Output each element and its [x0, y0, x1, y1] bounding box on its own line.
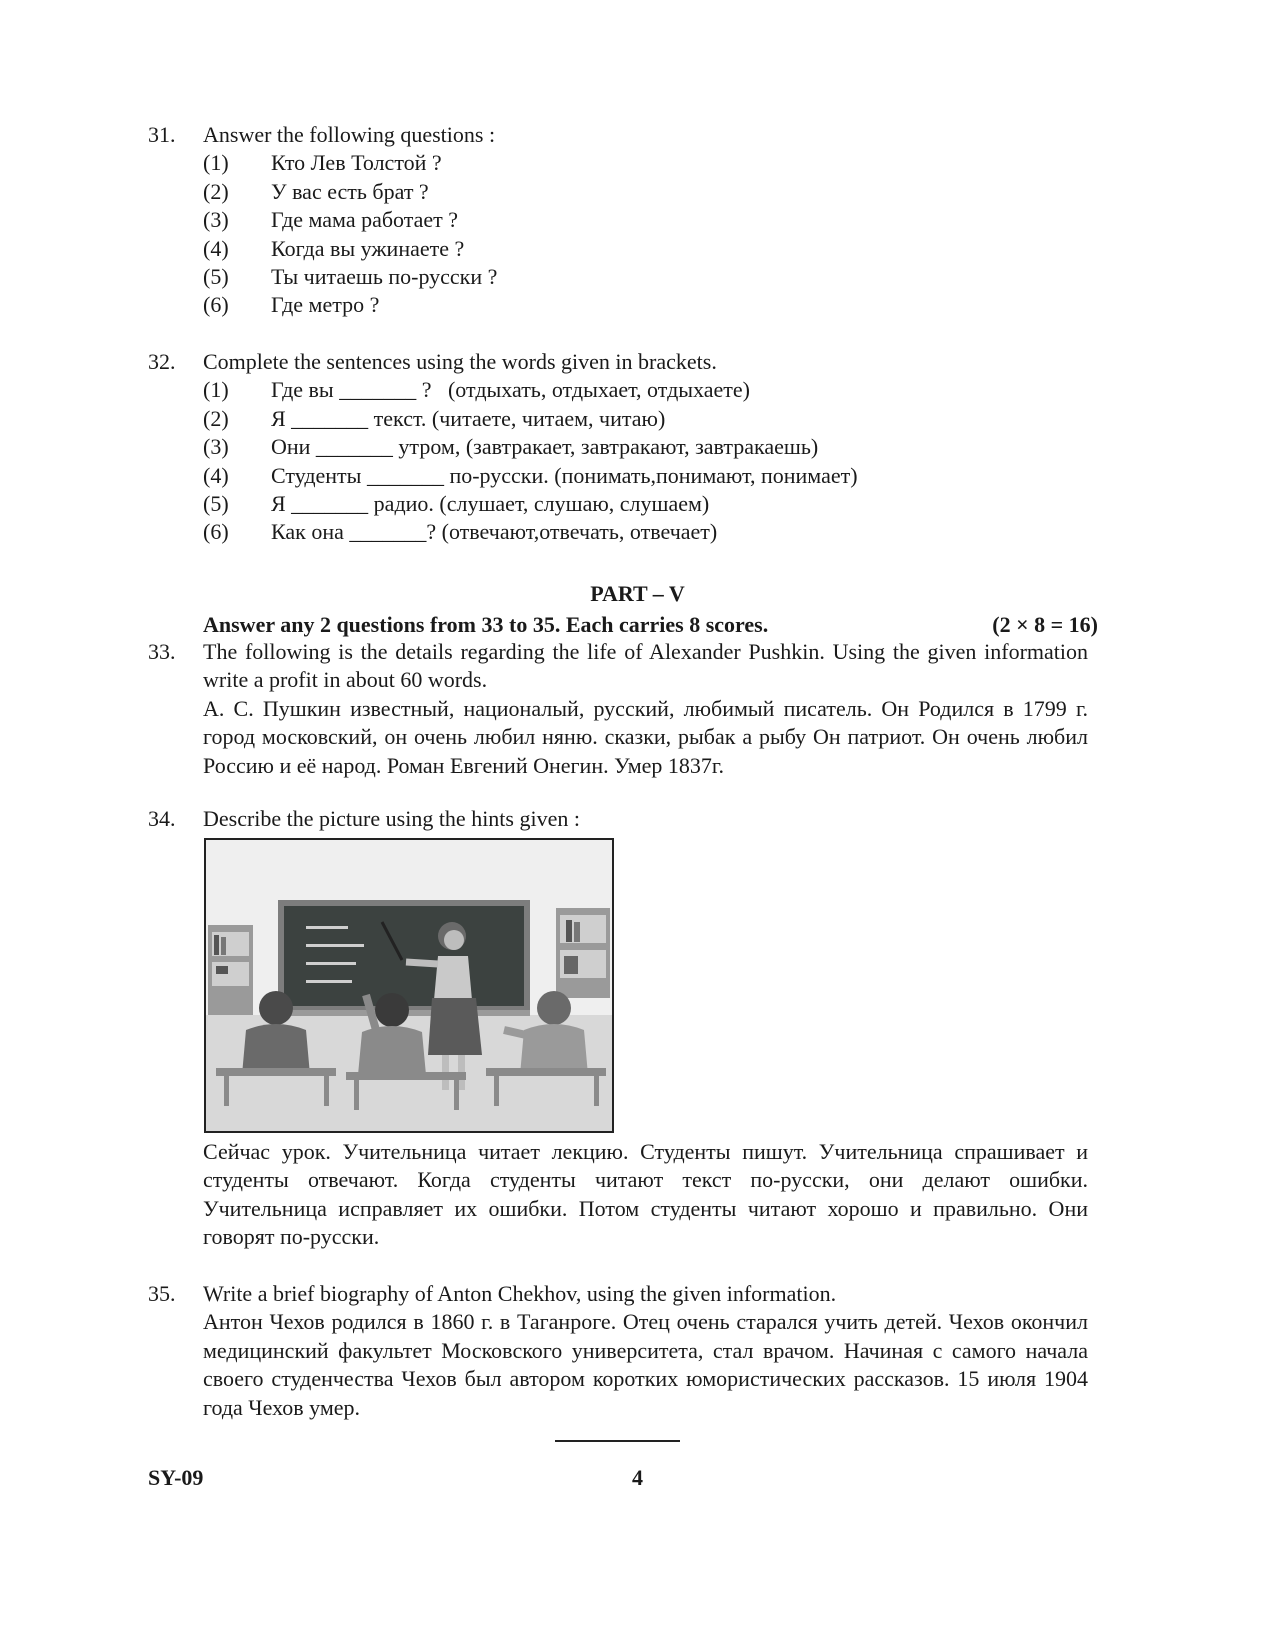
list-item: (1) Кто Лев Толстой ? [203, 150, 442, 176]
question-text: Сейчас урок. Учительница читает лекцию. Студенты пишут. Учительница спрашивает и студенты отвечают. Когда студенты читают текст по-русски, они делают ошибки. Учительница исправляет их ошибки. Потом студенты читают хорошо и правильно. Они говорят по-русски. [203, 1139, 1088, 1250]
question-text: А. С. Пушкин известный, националый, русский, любимый писатель. Он Родился в 1799 г. город московский, он очень любил няню. сказки, рыбак а рыбу Он патриот. Он очень любил Россию и её народ. Роман Евгений Онегин. Умер 1837г. [203, 695, 1088, 778]
question-number: 35. [148, 1281, 176, 1306]
list-item: (5) Я _______ радио. (слушает, слушаю, слушаем) [203, 491, 710, 517]
question-31 [148, 121, 1088, 320]
part-instruction [203, 612, 1098, 638]
question-prompt: Describe the picture using the hints given : [203, 806, 580, 831]
question-32 [148, 348, 1088, 547]
list-item: (6) Где метро ? [203, 292, 380, 318]
question-prompt: Write a brief biography of Anton Chekhov, using the given information. [203, 1281, 837, 1306]
list-item: (3) Где мама работает ? [203, 207, 459, 233]
question-prompt: Complete the sentences using the words given in brackets. [203, 349, 717, 374]
page-number: 4 [632, 1465, 643, 1490]
question-text: Антон Чехов родился в 1860 г. в Таганроге. Отец очень старался учить детей. Чехов окончил медицинский факультет Московского университета, стал врачом. Начиная с самого начала своего студенчества Чехов был автором коротких юмористических рассказов. 15 июля 1904 года Чехов умер. [203, 1309, 1088, 1420]
list-item: (4) Когда вы ужинаете ? [203, 235, 465, 261]
list-item: (1) Где вы _______ ? (отдыхать, отдыхает, отдыхаете) [203, 377, 751, 403]
marks-allocation: (2 × 8 = 16) [992, 612, 1098, 637]
list-item: (2) Я _______ текст. (читаете, читаем, читаю) [203, 405, 666, 431]
question-prompt: The following is the details regarding the life of Alexander Pushkin. Using the given information write a profit in about 60 words. [203, 639, 1088, 693]
list-item: (5) Ты читаешь по-русски ? [203, 264, 498, 290]
question-number: 32. [148, 349, 176, 374]
question-number: 33. [148, 639, 176, 664]
classroom-illustration [204, 838, 614, 1133]
list-item: (3) Они _______ утром, (завтракает, завтракают, завтракаешь) [203, 434, 819, 460]
question-34 [148, 805, 1088, 833]
question-33 [148, 638, 1088, 780]
question-number: 31. [148, 122, 176, 147]
question-prompt: Answer the following questions : [203, 122, 496, 147]
end-divider [555, 1440, 680, 1442]
instruction-text: Answer any 2 questions from 33 to 35. Each carries 8 scores. [203, 612, 769, 637]
list-item: (4) Студенты _______ по-русски. (понимать,понимают, понимает) [203, 462, 858, 488]
question-34-hints [148, 1138, 1088, 1252]
list-item: (6) Как она _______? (отвечают,отвечать, отвечает) [203, 519, 718, 545]
question-number: 34. [148, 806, 176, 831]
list-item: (2) У вас есть брат ? [203, 178, 429, 204]
question-35 [148, 1280, 1088, 1422]
paper-code: SY-09 [148, 1465, 204, 1490]
part-title: PART – V [590, 581, 685, 606]
